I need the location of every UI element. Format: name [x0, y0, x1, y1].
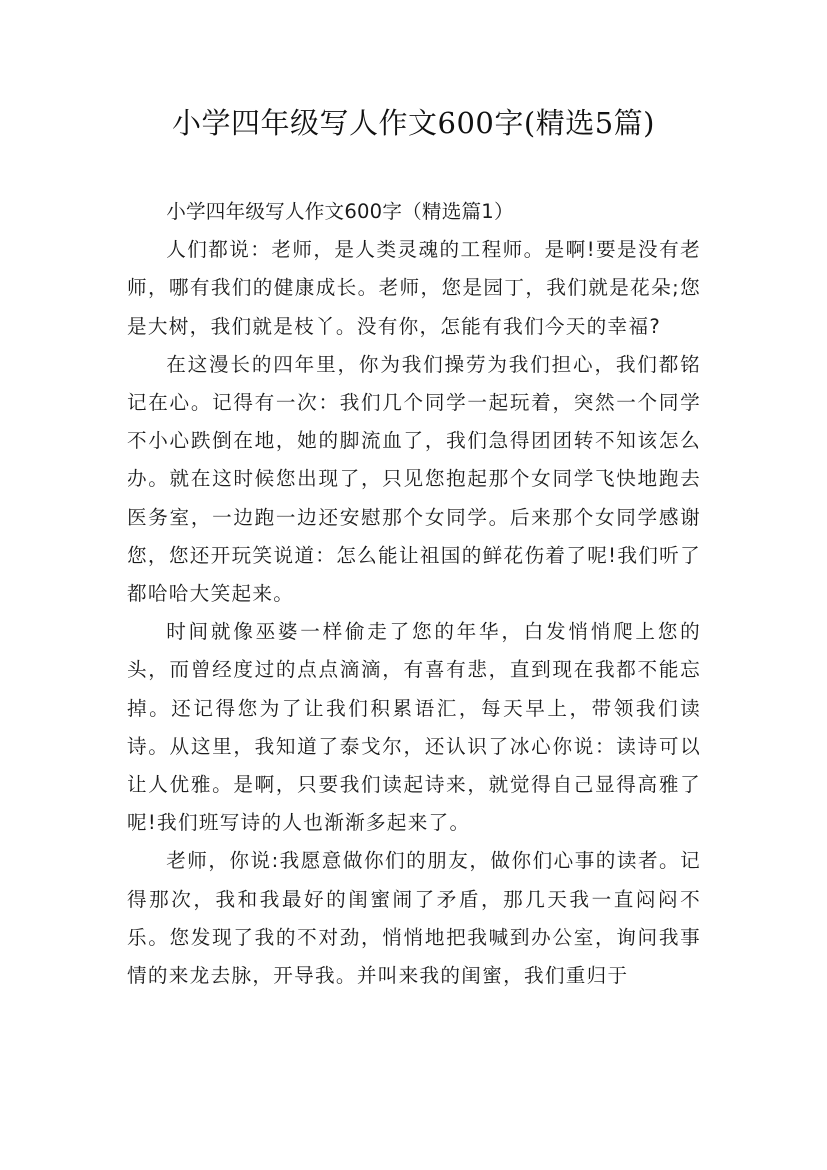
document-body [127, 193, 701, 995]
body-paragraph-2: 在这漫长的四年里，你为我们操劳为我们担心，我们都铭记在心。记得有一次：我们几个同学一起玩着，突然一个同学不小心跌倒在地，她的脚流血了，我们急得团团转不知该怎么办。就在这时候您出现了，只见您抱起那个女同学飞快地跑去医务室，一边跑一边还安慰那个女同学。后来那个女同学感谢您，您还开玩笑说道：怎么能让祖国的鲜花伤着了呢!我们听了都哈哈大笑起来。 [127, 352, 701, 606]
body-paragraph-1: 人们都说：老师，是人类灵魂的工程师。是啊!要是没有老师，哪有我们的健康成长。老师，您是园丁，我们就是花朵;您是大树，我们就是枝丫。没有你，怎能有我们今天的幸福? [127, 238, 701, 338]
document-title: 小学四年级写人作文600字(精选5篇) [172, 106, 655, 140]
body-paragraph-4: 老师，你说:我愿意做你们的朋友，做你们心事的读者。记得那次，我和我最好的闺蜜闹了矛盾，那几天我一直闷闷不乐。您发现了我的不对劲，悄悄地把我喊到办公室，询问我事情的来龙去脉，开导我。并叫来我的闺蜜，我们重归于 [127, 849, 701, 988]
body-paragraph-3: 时间就像巫婆一样偷走了您的年华，白发悄悄爬上您的头，而曾经度过的点点滴滴，有喜有悲，直到现在我都不能忘掉。还记得您为了让我们积累语汇，每天早上，带领我们读诗。从这里，我知道了泰戈尔，还认识了冰心你说：读诗可以让人优雅。是啊，只要我们读起诗来，就觉得自己显得高雅了呢!我们班写诗的人也渐渐多起来了。 [127, 620, 701, 835]
section-heading: 小学四年级写人作文600字（精选篇1） [166, 200, 514, 223]
